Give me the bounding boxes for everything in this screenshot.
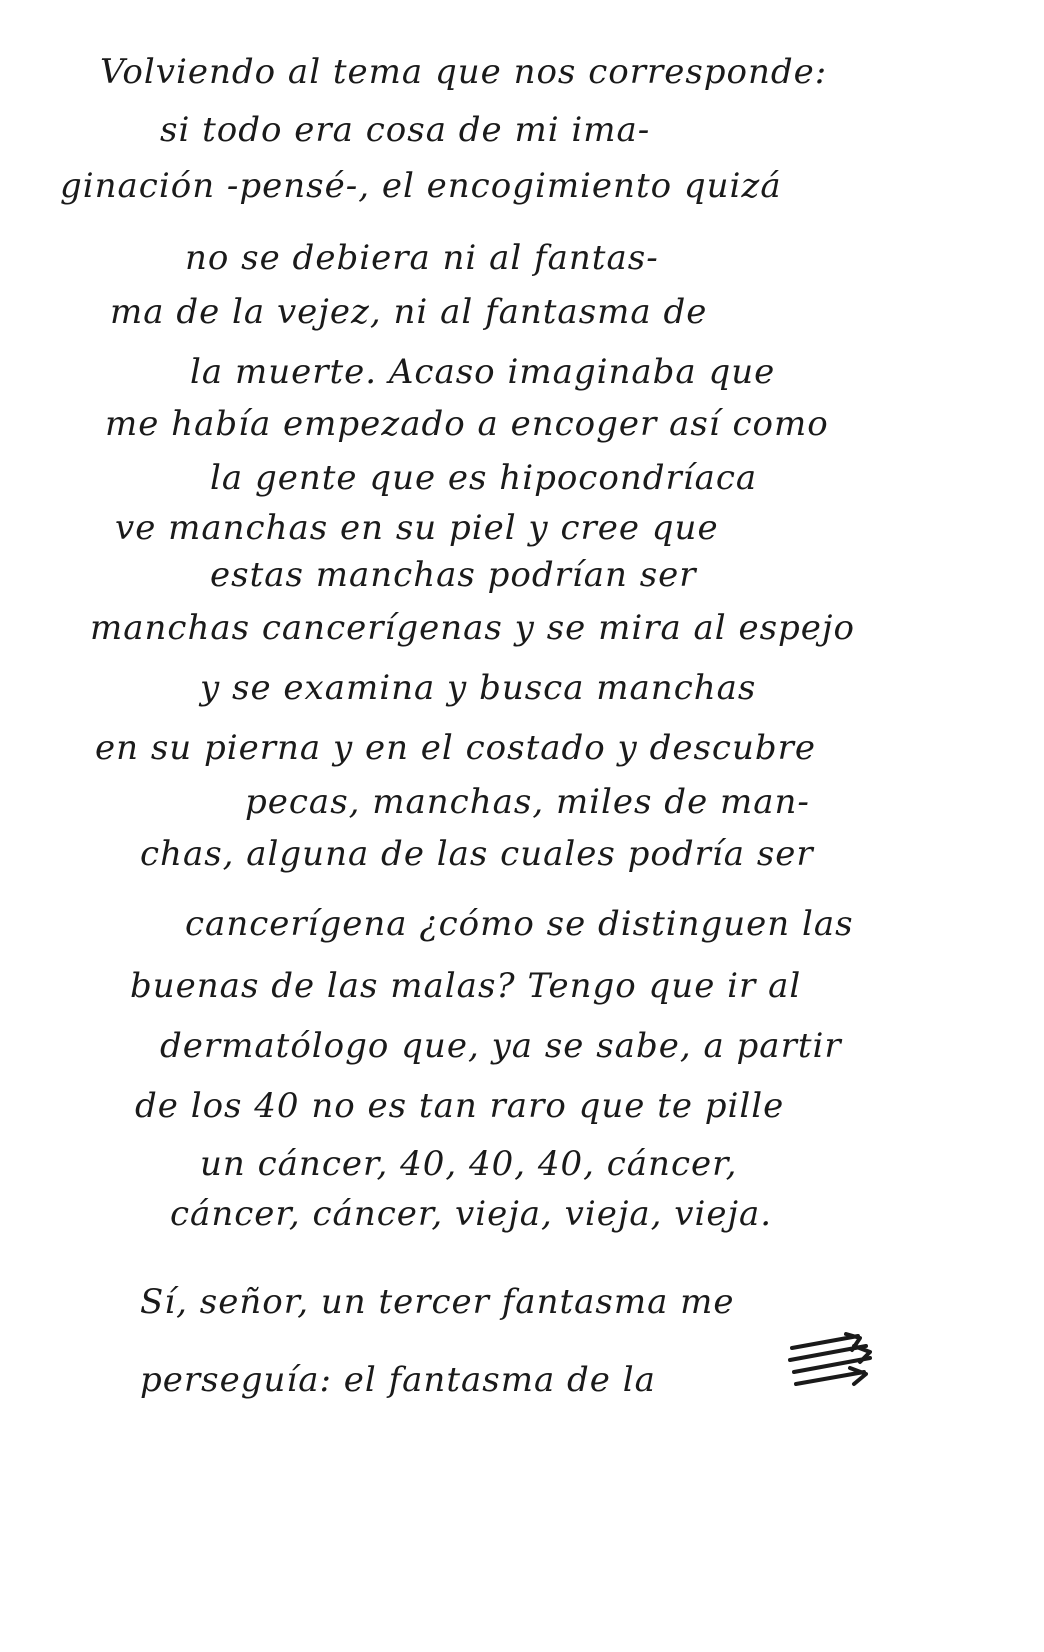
text-line-4: no se debiera ni al fantas- (185, 238, 659, 278)
text-line-14: pecas, manchas, miles de man- (245, 782, 810, 822)
text-line-19: de los 40 no es tan raro que te pille (135, 1086, 785, 1126)
text-line-17: buenas de las malas? Tengo que ir al (130, 966, 802, 1006)
text-line-15: chas, alguna de las cuales podría ser (140, 834, 814, 874)
text-line-6: la muerte. Acaso imaginaba que (190, 352, 776, 392)
text-line-21: cáncer, cáncer, vieja, vieja, vieja. (170, 1194, 773, 1234)
text-line-2: si todo era cosa de mi ima- (160, 110, 651, 150)
text-line-20: un cáncer, 40, 40, 40, cáncer, (200, 1144, 738, 1184)
text-line-11: manchas cancerígenas y se mira al espejo (90, 608, 855, 648)
text-line-16: cancerígena ¿cómo se distinguen las (185, 904, 854, 944)
text-line-18: dermatólogo que, ya se sabe, a partir (160, 1026, 842, 1066)
text-line-23: perseguía: el fantasma de la (140, 1360, 656, 1400)
text-line-5: ma de la vejez, ni al fantasma de (110, 292, 708, 332)
text-line-7: me había empezado a encoger así como (105, 404, 829, 444)
text-line-10: estas manchas podrían ser (210, 555, 697, 595)
crossed-out-scribble-icon (780, 1328, 880, 1398)
text-line-3: ginación -pensé-, el encogimiento quizá (60, 166, 782, 206)
text-line-8: la gente que es hipocondríaca (210, 458, 758, 498)
text-line-9: ve manchas en su piel y cree que (115, 508, 719, 548)
text-line-22: Sí, señor, un tercer fantasma me (140, 1282, 735, 1322)
text-line-1: Volviendo al tema que nos corresponde: (100, 52, 828, 92)
text-line-12: y se examina y busca manchas (200, 668, 757, 708)
text-line-13: en su pierna y en el costado y descubre (95, 728, 816, 768)
